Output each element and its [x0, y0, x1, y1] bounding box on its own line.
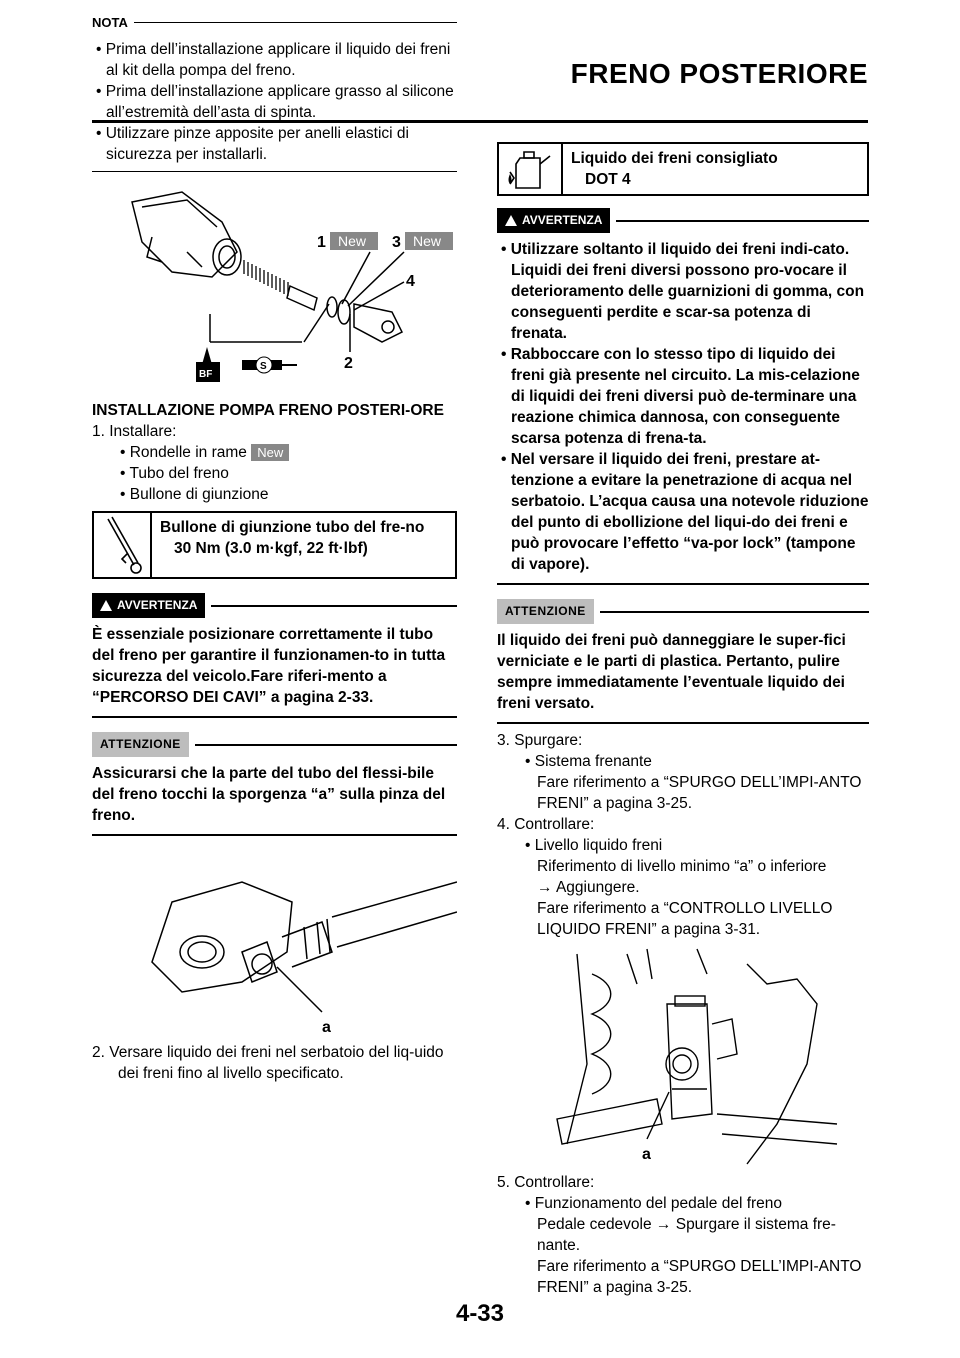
- callout-3: 3: [392, 234, 401, 251]
- caution-header: [497, 599, 869, 624]
- left-column: [92, 0, 457, 1084]
- section-title: INSTALLAZIONE POMPA FRENO POSTERI-ORE: [92, 402, 444, 419]
- step-1-item: • Rondelle in rame New: [92, 442, 457, 463]
- caution-label: ATTENZIONE: [92, 732, 189, 757]
- step-3: 3. Spurgare:: [497, 732, 583, 749]
- note-label: NOTA: [92, 15, 128, 30]
- fluid-value: DOT 4: [585, 171, 631, 188]
- callout-a: a: [322, 1019, 331, 1036]
- step-4-action: → Aggiungere.: [537, 879, 640, 896]
- reservoir-level-illustration: [497, 944, 869, 1172]
- new-badge: New: [251, 444, 289, 461]
- warning-header: [92, 593, 457, 618]
- warning-item: • Rabboccare con lo stesso tipo di liquido dei freni già presente nel circuito. La mis-celazione di liquidi dei freni diversi può de-terminare una reazione chimica dannosa, con conseguente scarsa potenza di frena-ta.: [501, 346, 860, 447]
- step-2: 2. Versare liquido dei freni nel serbatoio del liq-uido dei freni fino al livello specificato.: [92, 1044, 444, 1082]
- step-5-item: • Funzionamento del pedale del freno: [525, 1195, 783, 1212]
- right-column: [497, 0, 869, 1298]
- step-1: 1. Installare:: [92, 423, 177, 440]
- step-5-ref: Fare riferimento a “SPURGO DELL’IMPI-ANTO FRENI” a pagina 3-25.: [537, 1258, 862, 1296]
- step-5-detail: Pedale cedevole → Spurgare il sistema fre-nante.: [537, 1216, 836, 1254]
- s-symbol: S: [260, 361, 267, 372]
- step-3-ref: Fare riferimento a “SPURGO DELL’IMPI-ANTO FRENI” a pagina 3-25.: [537, 774, 862, 812]
- step-1-item: • Bullone di giunzione: [120, 486, 269, 503]
- warning-label: AVVERTENZA: [117, 598, 198, 612]
- master-cylinder-figure: [92, 182, 457, 392]
- step-5: 5. Controllare:: [497, 1174, 595, 1191]
- warning-label: AVVERTENZA: [522, 213, 603, 227]
- warning-item: • Utilizzare soltanto il liquido dei freni indi-cato. Liquidi dei freni diversi possono pro-vocare il deterioramento delle guarnizioni di gomma, con conseguenti perdite e scar-sa potenza di frenata.: [501, 241, 865, 342]
- master-cylinder-illustration: [92, 182, 457, 392]
- warning-item: • Nel versare il liquido dei freni, prestare at-tenzione a evitare la penetrazione di acqua nel serbatoio. L’acqua causa una notevole riduzione del punto di ebollizione del liqui-do dei freni e può provocare l’effetto “va-por lock” (tampone di vapore).: [501, 451, 869, 573]
- reservoir-figure: [497, 944, 869, 1172]
- note-list: [92, 39, 457, 165]
- caution-label: ATTENZIONE: [497, 599, 594, 624]
- torque-title: Bullone di giunzione tubo del fre-no: [160, 519, 425, 536]
- warning-list: [497, 239, 869, 575]
- new-badge-1: New: [338, 233, 367, 249]
- caution-header: [92, 732, 457, 757]
- step-1-item: • Tubo del freno: [120, 465, 229, 482]
- step-4-detail: Riferimento di livello minimo “a” o inferiore: [537, 858, 827, 875]
- note-divider: [92, 171, 457, 172]
- bf-symbol: BF: [199, 369, 213, 380]
- caliper-hose-illustration: [92, 842, 457, 1042]
- torque-wrench-icon: [94, 513, 152, 577]
- warning-header: [497, 208, 869, 233]
- warning-icon: [505, 215, 517, 226]
- step-4-item: • Livello liquido freni: [525, 837, 663, 854]
- page-number: 4-33: [455, 1300, 505, 1327]
- note-item: • Prima dell’installazione applicare il liquido dei freni al kit della pompa del freno.: [96, 41, 451, 79]
- caution-text: Il liquido dei freni può danneggiare le super-fici verniciate e le parti di plastica. Pertanto, pulire sempre immediatamente l’eventuale liquido dei freni versato.: [497, 632, 846, 712]
- step-3-item: • Sistema frenante: [525, 753, 652, 770]
- callout-1: 1: [317, 234, 326, 251]
- warning-icon: [100, 600, 112, 611]
- warning-text: È essenziale posizionare correttamente il tubo del freno per garantire il funzionamen-to in tutta sicurezza del veicolo.Fare riferi-mento a “PERCORSO DEI CAVI” a pagina 2-33.: [92, 626, 446, 706]
- step-4-ref: Fare riferimento a “CONTROLLO LIVELLO LIQUIDO FRENI” a pagina 3-31.: [537, 900, 833, 938]
- callout-4: 4: [406, 273, 415, 290]
- callout-a: a: [642, 1146, 651, 1163]
- fluid-spec-box: [497, 142, 869, 196]
- note-item: • Prima dell’installazione applicare grasso al silicone all’estremità dell’asta di spinta.: [96, 83, 454, 121]
- torque-spec-box: [92, 511, 457, 579]
- new-badge-3: New: [413, 233, 442, 249]
- step-4: 4. Controllare:: [497, 816, 595, 833]
- oil-can-icon: [499, 144, 563, 194]
- caution-text: Assicurarsi che la parte del tubo del flessi-bile del freno tocchi la sporgenza “a” sulla pinza del freno.: [92, 765, 446, 824]
- fluid-title: Liquido dei freni consigliato: [571, 150, 778, 167]
- torque-value: 30 Nm (3.0 m·kgf, 22 ft·lbf): [174, 540, 368, 557]
- callout-2: 2: [344, 355, 353, 372]
- note-header: [92, 12, 457, 33]
- page-title: FRENO POSTERIORE: [570, 58, 868, 89]
- note-item: • Utilizzare pinze apposite per anelli elastici di sicurezza per installarli.: [96, 125, 409, 163]
- caliper-figure: [92, 842, 457, 1042]
